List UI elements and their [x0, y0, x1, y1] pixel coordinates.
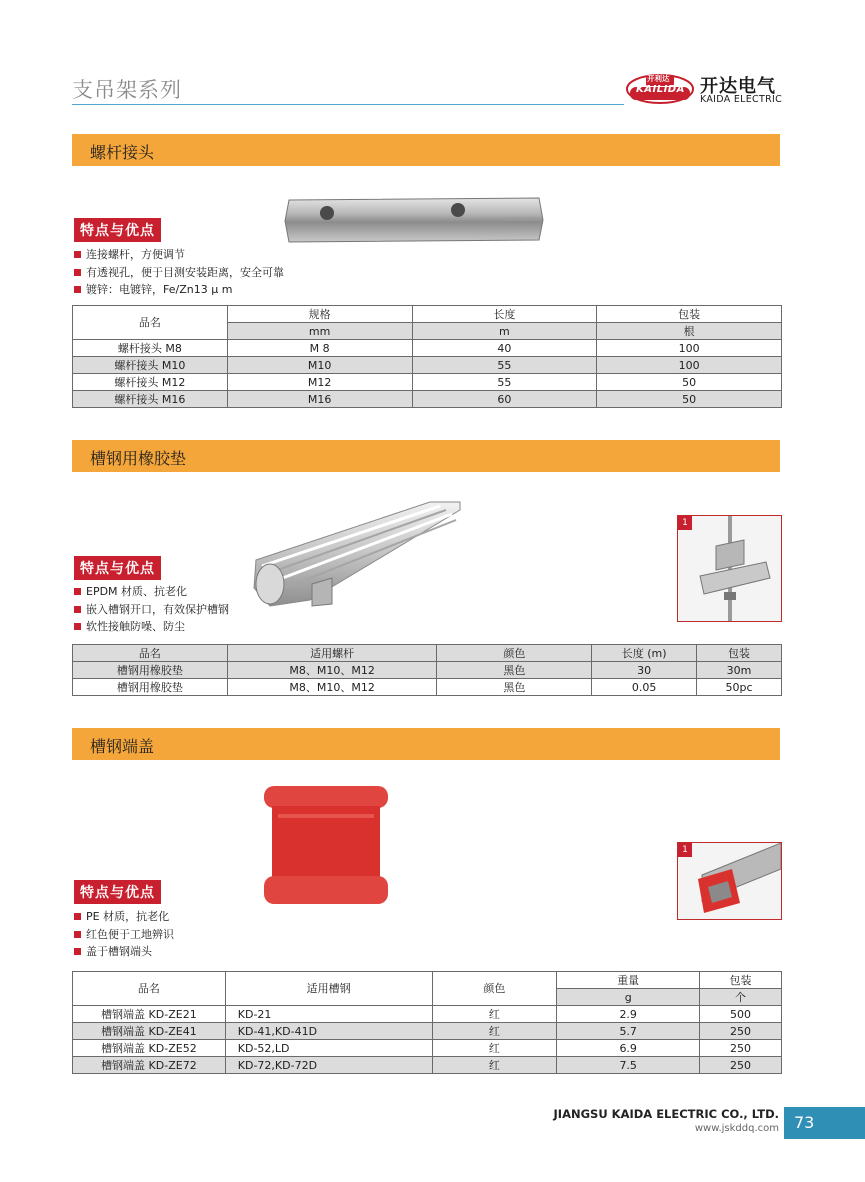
brand-name-en: KAIDA ELECTRIC: [700, 94, 782, 105]
feature-item: PE 材质，抗老化: [74, 908, 174, 926]
rod-coupler-image: [283, 196, 545, 244]
section-band-end-cap: [72, 728, 780, 760]
table-row: [73, 1057, 782, 1074]
cell: 100: [597, 357, 782, 374]
feature-item: 软性接触防噪、防尘: [74, 618, 229, 636]
cell: 红: [432, 1023, 557, 1040]
feature-list: [74, 246, 284, 299]
cell: 槽钢端盖 KD-ZE21: [73, 1006, 226, 1023]
features-label: 特点与优点: [74, 880, 161, 904]
cell: 槽钢端盖 KD-ZE41: [73, 1023, 226, 1040]
feature-item: 连接螺杆，方便调节: [74, 246, 284, 264]
cell: 红: [432, 1057, 557, 1074]
cell: 槽钢用橡胶垫: [73, 662, 228, 679]
rubber-pad-image: [250, 488, 465, 610]
logo-badge-en: KAILIDA: [636, 83, 685, 95]
cell: 50pc: [697, 679, 782, 696]
cell: 5.7: [557, 1023, 700, 1040]
rubber-pad-install-icon: [678, 516, 781, 621]
cell: 黑色: [437, 662, 592, 679]
rubber-pad-table: [72, 644, 782, 696]
feature-item: 盖于槽钢端头: [74, 943, 174, 961]
section-title: 螺杆接头: [90, 143, 155, 162]
page-number: 73: [794, 1113, 815, 1132]
cell: 螺杆接头 M10: [73, 357, 228, 374]
cell: KD-52,LD: [225, 1040, 432, 1057]
col-header-length: 长度: [412, 306, 597, 323]
cell: M12: [227, 374, 412, 391]
cell: 250: [700, 1023, 782, 1040]
brand-logo: [626, 70, 786, 110]
col-unit-pack: 个: [700, 989, 782, 1006]
cell: 螺杆接头 M8: [73, 340, 228, 357]
feature-item: 有透视孔，便于目测安装距离，安全可靠: [74, 264, 284, 282]
footer-company: JIANGSU KAIDA ELECTRIC CO., LTD.: [553, 1107, 779, 1121]
table-row: [73, 1006, 782, 1023]
cell: 黑色: [437, 679, 592, 696]
cell: 60: [412, 391, 597, 408]
series-title: 支吊架系列: [72, 78, 182, 102]
cell: 螺杆接头 M12: [73, 374, 228, 391]
end-cap-install-icon: [678, 843, 781, 919]
cell: 250: [700, 1040, 782, 1057]
cell: M10: [227, 357, 412, 374]
cell: 红: [432, 1040, 557, 1057]
cell: M16: [227, 391, 412, 408]
cell: KD-41,KD-41D: [225, 1023, 432, 1040]
features-label: 特点与优点: [74, 556, 161, 580]
cell: M8、M10、M12: [227, 662, 437, 679]
col-header-length: 长度 (m): [592, 645, 697, 662]
section-band-rod-coupler: [72, 134, 780, 166]
section-band-rubber-pad: [72, 440, 780, 472]
cell: 7.5: [557, 1057, 700, 1074]
header-divider: [72, 104, 624, 105]
col-header-fit: 适用槽钢: [225, 972, 432, 1006]
col-header-name: 品名: [73, 645, 228, 662]
rubber-pad-install-photo: [677, 515, 782, 622]
col-header-pack: 包装: [697, 645, 782, 662]
col-header-pack: 包装: [597, 306, 782, 323]
brand-name-cn: 开达电气: [700, 76, 776, 97]
table-row: [73, 391, 782, 408]
col-header-weight: 重量: [557, 972, 700, 989]
col-header-pack: 包装: [700, 972, 782, 989]
cell: 55: [412, 374, 597, 391]
feature-item: 嵌入槽钢开口，有效保护槽钢: [74, 601, 229, 619]
cell: 50: [597, 374, 782, 391]
feature-item: 红色便于工地辨识: [74, 926, 174, 944]
feature-item: EPDM 材质、抗老化: [74, 583, 229, 601]
photo-number: 1: [678, 843, 692, 857]
table-row: [73, 662, 782, 679]
col-header-name: 品名: [73, 972, 226, 1006]
cell: 槽钢用橡胶垫: [73, 679, 228, 696]
col-unit-length: m: [412, 323, 597, 340]
cell: 250: [700, 1057, 782, 1074]
cell: 6.9: [557, 1040, 700, 1057]
rod-coupler-table: [72, 305, 782, 408]
cell: 40: [412, 340, 597, 357]
end-cap-image: [262, 784, 390, 906]
cell: 500: [700, 1006, 782, 1023]
table-row: [73, 340, 782, 357]
cell: 55: [412, 357, 597, 374]
end-cap-table: [72, 971, 782, 1074]
cell: 30m: [697, 662, 782, 679]
section-title: 槽钢用橡胶垫: [90, 449, 187, 468]
cell: KD-72,KD-72D: [225, 1057, 432, 1074]
cell: 50: [597, 391, 782, 408]
col-unit-spec: mm: [227, 323, 412, 340]
col-header-color: 颜色: [432, 972, 557, 1006]
cell: M8、M10、M12: [227, 679, 437, 696]
table-row: [73, 679, 782, 696]
feature-item: 镀锌：电镀锌，Fe/Zn13 μ m: [74, 281, 284, 299]
section-title: 槽钢端盖: [90, 737, 155, 756]
col-header-spec: 规格: [227, 306, 412, 323]
cell: 2.9: [557, 1006, 700, 1023]
end-cap-install-photo: [677, 842, 782, 920]
feature-list: [74, 908, 174, 961]
page-number-badge: [784, 1107, 865, 1139]
col-unit-pack: 根: [597, 323, 782, 340]
table-row: [73, 1023, 782, 1040]
cell: 红: [432, 1006, 557, 1023]
cell: 100: [597, 340, 782, 357]
col-header-rod: 适用螺杆: [227, 645, 437, 662]
cell: M 8: [227, 340, 412, 357]
table-row: [73, 374, 782, 391]
cell: 槽钢端盖 KD-ZE52: [73, 1040, 226, 1057]
cell: 0.05: [592, 679, 697, 696]
col-header-color: 颜色: [437, 645, 592, 662]
cell: 30: [592, 662, 697, 679]
cell: KD-21: [225, 1006, 432, 1023]
feature-list: [74, 583, 229, 636]
table-row: [73, 1040, 782, 1057]
logo-badge-text: 开利达: [647, 74, 670, 83]
cell: 螺杆接头 M16: [73, 391, 228, 408]
col-header-name: 品名: [73, 306, 228, 340]
footer-website: www.jskddq.com: [694, 1123, 779, 1134]
features-label: 特点与优点: [74, 218, 161, 242]
photo-number: 1: [678, 516, 692, 530]
cell: 槽钢端盖 KD-ZE72: [73, 1057, 226, 1074]
col-unit-weight: g: [557, 989, 700, 1006]
table-row: [73, 357, 782, 374]
